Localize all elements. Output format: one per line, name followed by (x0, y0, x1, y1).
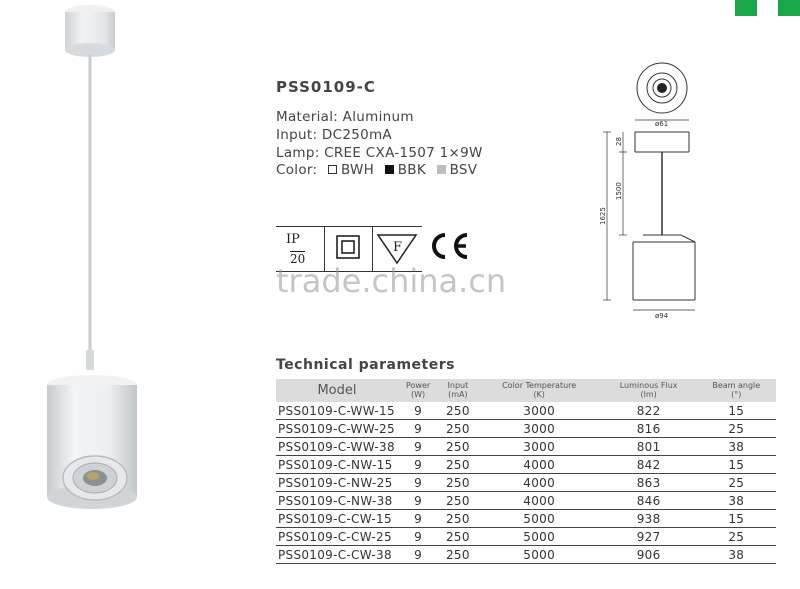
cell-luminous-flux: 816 (601, 420, 697, 438)
table-row (276, 438, 776, 456)
cell-power: 9 (398, 474, 438, 492)
watermark: trade.china.cn (276, 262, 507, 300)
cell-color-temperature: 4000 (478, 492, 601, 510)
cell-model: PSS0109-C-NW-38 (276, 492, 398, 510)
cell-power: 9 (398, 510, 438, 528)
table-row (276, 456, 776, 474)
cell-luminous-flux: 822 (601, 402, 697, 420)
table-row (276, 492, 776, 510)
cell-beam-angle: 38 (697, 438, 776, 456)
cable-length-label: 1500 (615, 182, 623, 200)
swatch-silver (437, 165, 446, 174)
color-code-bwh: BWH (340, 162, 375, 178)
column-header-luminous-flux: Luminous Flux (lm) (601, 379, 697, 402)
cell-input: 250 (438, 456, 478, 474)
color-code-bbk: BBK (397, 162, 427, 178)
cell-input: 250 (438, 474, 478, 492)
color-line (276, 162, 477, 178)
table-row (276, 402, 776, 420)
ce-mark-icon (425, 230, 471, 262)
ip-label: IP (286, 232, 300, 247)
cell-beam-angle: 25 (697, 474, 776, 492)
table-row (276, 528, 776, 546)
cell-model: PSS0109-C-WW-38 (276, 438, 398, 456)
cell-beam-angle: 25 (697, 420, 776, 438)
cell-model: PSS0109-C-WW-15 (276, 402, 398, 420)
table-row (276, 420, 776, 438)
cell-color-temperature: 3000 (478, 402, 601, 420)
cell-input: 250 (438, 492, 478, 510)
product-title: PSS0109-C (276, 78, 376, 96)
cell-luminous-flux: 906 (601, 546, 697, 564)
cell-input: 250 (438, 546, 478, 564)
svg-text:F: F (393, 240, 403, 255)
cell-power: 9 (398, 438, 438, 456)
green-tab-right (778, 0, 800, 16)
cell-power: 9 (398, 402, 438, 420)
cell-model: PSS0109-C-NW-25 (276, 474, 398, 492)
column-header-input: Input (mA) (438, 379, 478, 402)
cell-model: PSS0109-C-NW-15 (276, 456, 398, 474)
cell-power: 9 (398, 528, 438, 546)
cell-beam-angle: 15 (697, 402, 776, 420)
green-tab-left (735, 0, 757, 16)
input-line: Input: DC250mA (276, 127, 392, 143)
cell-color-temperature: 3000 (478, 438, 601, 456)
cell-luminous-flux: 863 (601, 474, 697, 492)
cell-beam-angle: 38 (697, 546, 776, 564)
table-header-row (276, 379, 776, 402)
cell-beam-angle: 15 (697, 456, 776, 474)
table-row (276, 510, 776, 528)
table-row (276, 474, 776, 492)
technical-parameters-title: Technical parameters (276, 357, 455, 373)
cell-luminous-flux: 938 (601, 510, 697, 528)
cell-color-temperature: 5000 (478, 528, 601, 546)
cell-color-temperature: 5000 (478, 546, 601, 564)
cell-beam-angle: 25 (697, 528, 776, 546)
cell-power: 9 (398, 420, 438, 438)
cell-model: PSS0109-C-CW-38 (276, 546, 398, 564)
column-header-beam-angle: Beam angle (°) (697, 379, 776, 402)
canopy-height-label: 28 (615, 137, 623, 146)
cell-input: 250 (438, 438, 478, 456)
total-length-label: 1625 (599, 207, 607, 225)
cell-model: PSS0109-C-WW-25 (276, 420, 398, 438)
body-diameter-label: ø94 (655, 312, 669, 320)
material-line: Material: Aluminum (276, 109, 414, 125)
technical-parameters-table (276, 379, 776, 564)
table-row (276, 546, 776, 564)
cell-luminous-flux: 801 (601, 438, 697, 456)
cell-power: 9 (398, 546, 438, 564)
cell-power: 9 (398, 456, 438, 474)
cell-model: PSS0109-C-CW-25 (276, 528, 398, 546)
product-photo (0, 0, 180, 589)
cell-power: 9 (398, 492, 438, 510)
cell-beam-angle: 38 (697, 492, 776, 510)
column-header-color-temperature: Color Temperature (K) (478, 379, 601, 402)
cell-luminous-flux: 927 (601, 528, 697, 546)
column-header-model: Model (276, 379, 398, 402)
cell-color-temperature: 5000 (478, 510, 601, 528)
cell-color-temperature: 4000 (478, 456, 601, 474)
cell-color-temperature: 4000 (478, 474, 601, 492)
swatch-white (328, 165, 337, 174)
column-header-power: Power (W) (398, 379, 438, 402)
swatch-black (385, 165, 394, 174)
technical-drawing (585, 60, 725, 320)
lamp-line: Lamp: CREE CXA-1507 1×9W (276, 145, 483, 161)
color-label: Color: (276, 162, 318, 178)
cell-input: 250 (438, 420, 478, 438)
cell-beam-angle: 15 (697, 510, 776, 528)
cell-input: 250 (438, 510, 478, 528)
cell-model: PSS0109-C-CW-15 (276, 510, 398, 528)
ip-value: 20 (290, 252, 306, 266)
cell-color-temperature: 3000 (478, 420, 601, 438)
top-diameter-label: ø61 (655, 120, 669, 128)
cell-luminous-flux: 846 (601, 492, 697, 510)
cell-luminous-flux: 842 (601, 456, 697, 474)
cell-input: 250 (438, 402, 478, 420)
color-code-bsv: BSV (449, 162, 478, 178)
cell-input: 250 (438, 528, 478, 546)
